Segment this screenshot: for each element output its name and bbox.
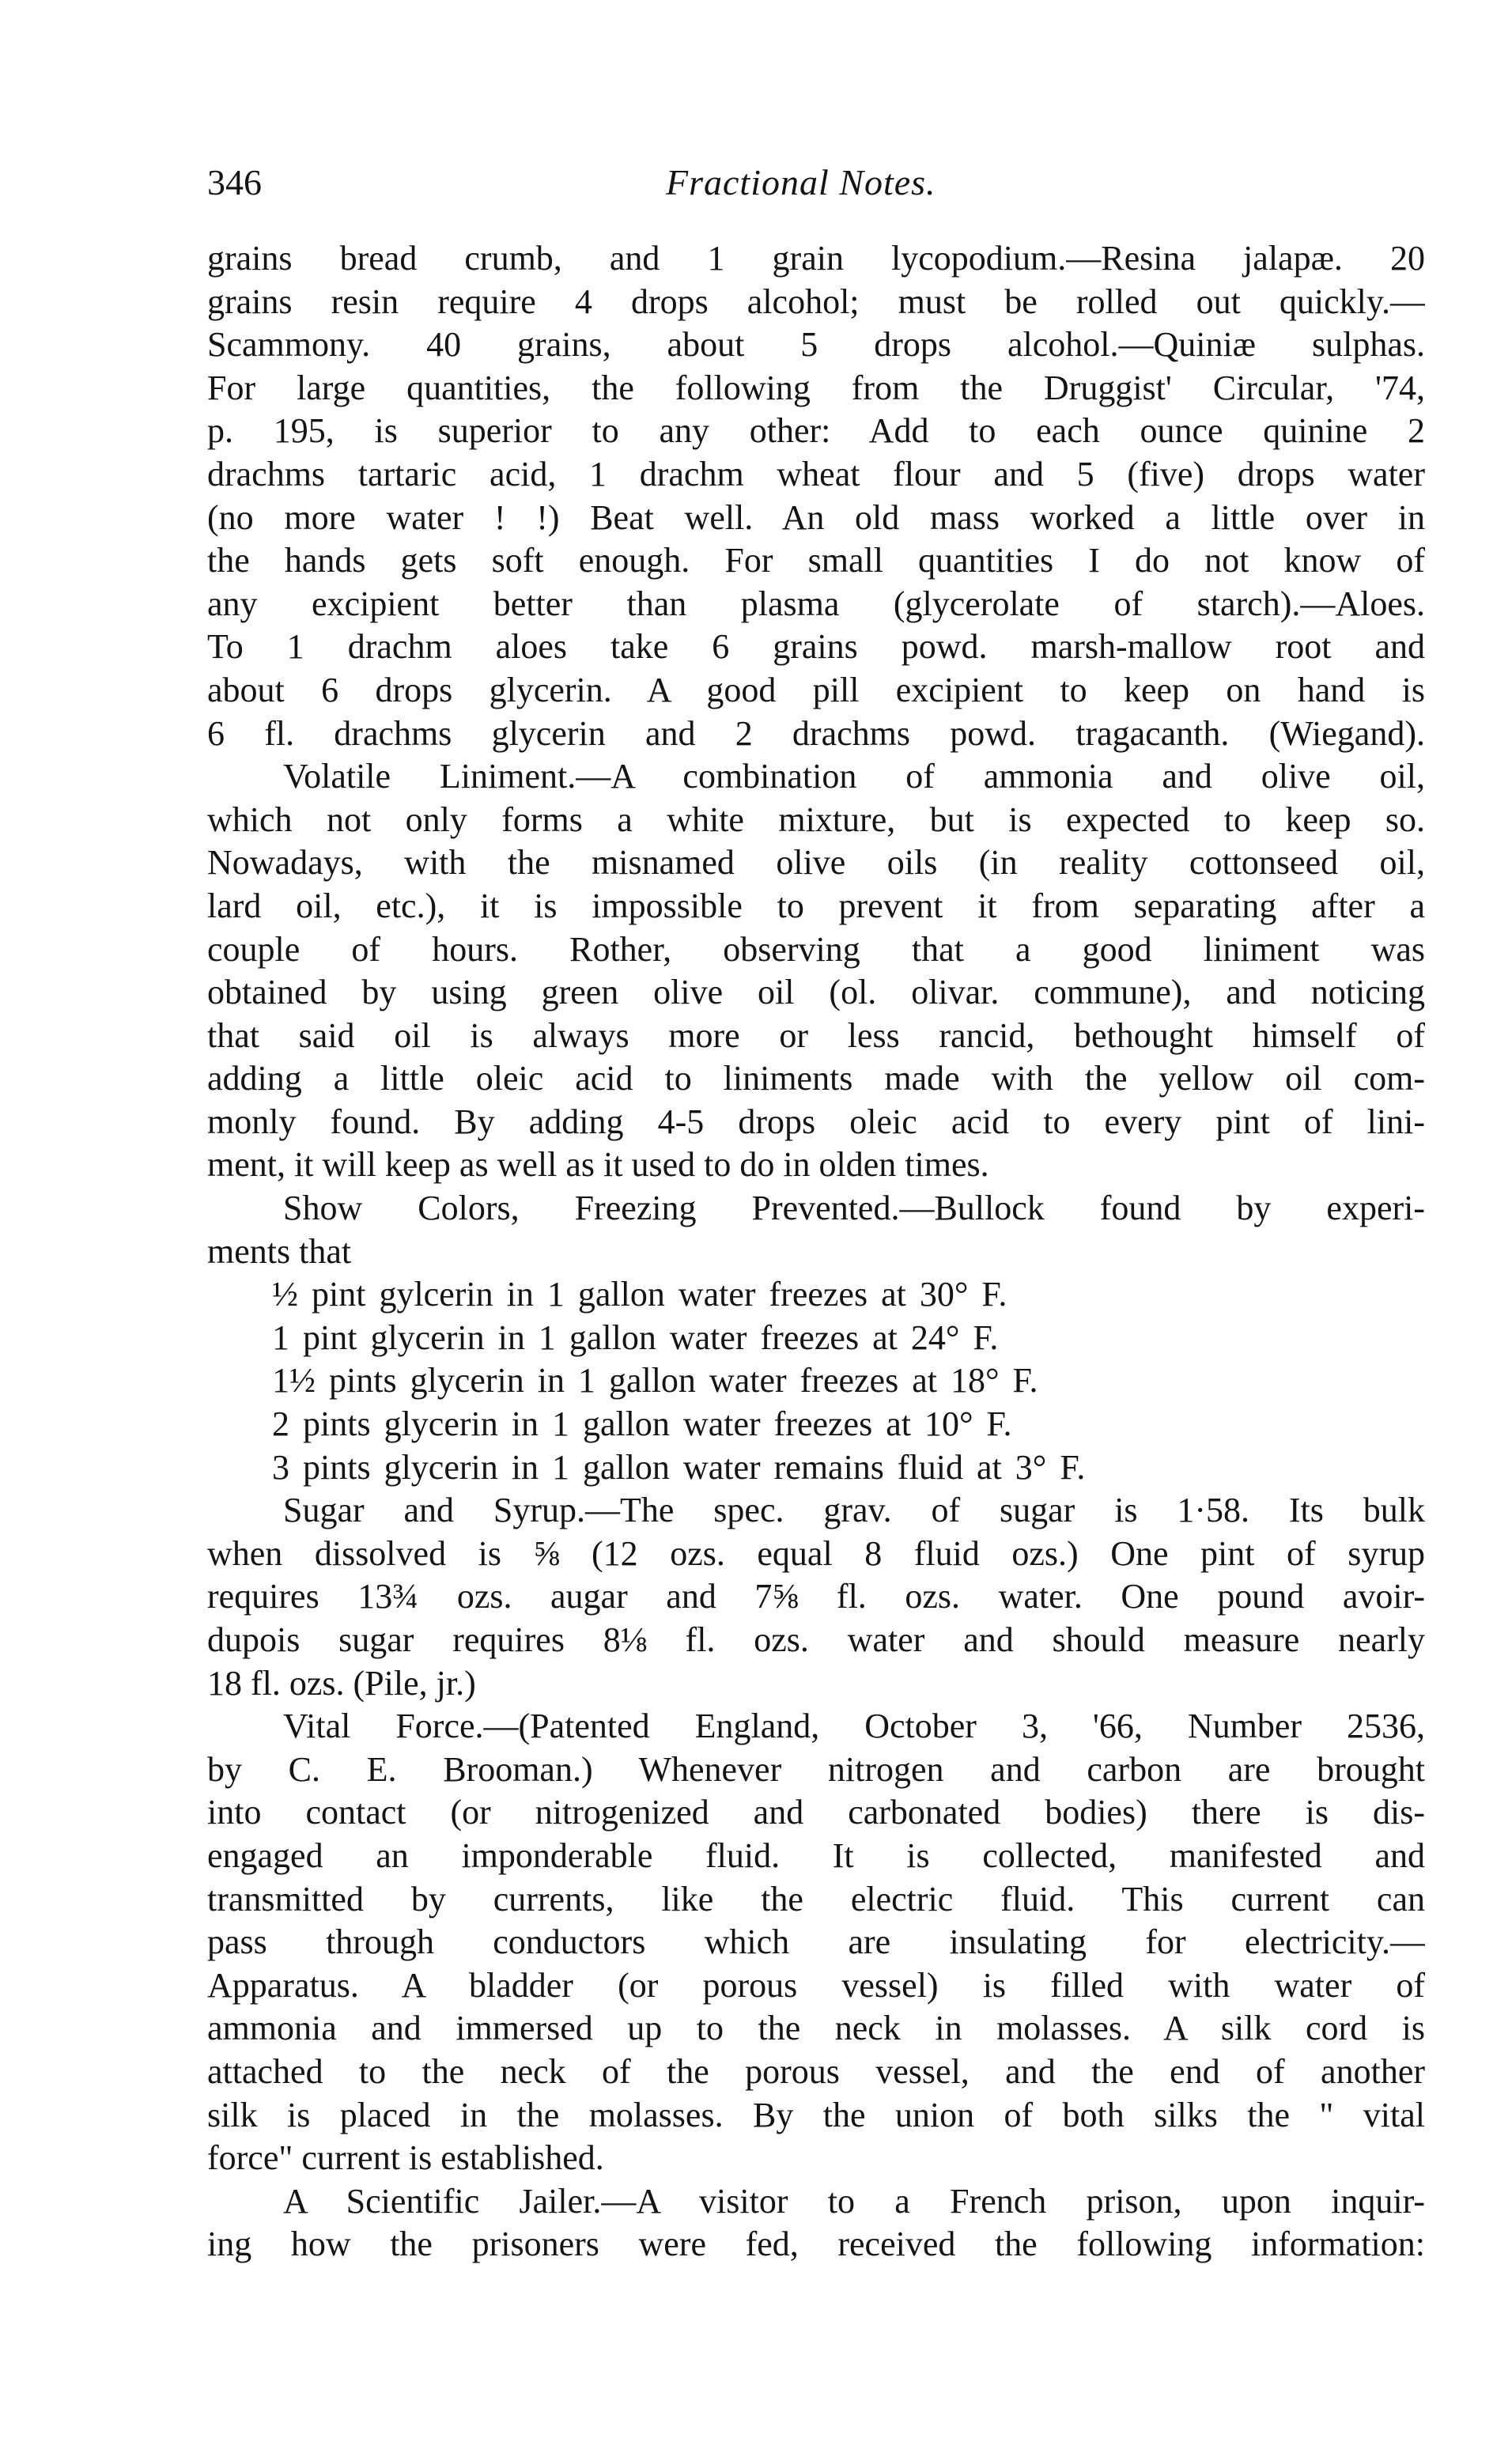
text-line: ment, it will keep as well as it used to do in olden times. (207, 1145, 989, 1185)
page-header (207, 155, 1425, 210)
text-line: grains bread crumb, and 1 grain lycopodium.—Resina jalapæ. 20 (207, 239, 1425, 278)
paragraph-start-line: Show Colors, Freezing Prevented.—Bullock found by experi- (283, 1189, 1425, 1228)
text-line: force" current is established. (207, 2138, 604, 2178)
text-line: adding a little oleic acid to liniments made with the yellow oil com- (207, 1059, 1425, 1098)
text-line: ammonia and immersed up to the neck in molasses. A silk cord is (207, 2009, 1425, 2048)
freezing-table-row: 3 pints glycerin in 1 gallon water remains fluid at 3° F. (272, 1447, 1086, 1487)
text-line: ing how the prisoners were fed, received the following information: (207, 2225, 1425, 2264)
page-number: 346 (207, 162, 262, 202)
paragraph-start-line: Sugar and Syrup.—The spec. grav. of sugar is 1·58. Its bulk (283, 1491, 1425, 1530)
text-line: into contact (or nitrogenized and carbonated bodies) there is dis- (207, 1793, 1425, 1832)
freezing-table-row: 1½ pints glycerin in 1 gallon water freezes at 18° F. (272, 1361, 1038, 1401)
text-line: ments that (207, 1231, 352, 1271)
text-line: 18 fl. ozs. (Pile, jr.) (207, 1663, 476, 1703)
text-line: any excipient better than plasma (glycerolate of starch).—Aloes. (207, 584, 1425, 623)
text-line: monly found. By adding 4-5 drops oleic acid to every pint of lini- (207, 1102, 1425, 1141)
body-text (207, 237, 1425, 2266)
text-line: Nowadays, with the misnamed olive oils (in reality cottonseed oil, (207, 843, 1425, 883)
text-line: pass through conductors which are insulating for electricity.— (207, 1922, 1425, 1962)
text-line: Scammony. 40 grains, about 5 drops alcohol.—Quiniæ sulphas. (207, 325, 1425, 365)
paragraph-start-line: A Scientific Jailer.—A visitor to a French prison, upon inquir- (283, 2181, 1425, 2221)
text-line: To 1 drachm aloes take 6 grains powd. marsh-mallow root and (207, 627, 1425, 667)
running-head: Fractional Notes. (666, 162, 936, 202)
text-line: 6 fl. drachms glycerin and 2 drachms powd. tragacanth. (Wiegand). (207, 713, 1425, 753)
text-line: transmitted by currents, like the electric fluid. This current can (207, 1879, 1425, 1919)
text-line: engaged an imponderable fluid. It is collected, manifested and (207, 1835, 1425, 1875)
text-line: lard oil, etc.), it is impossible to prevent it from separating after a (207, 886, 1425, 925)
text-line: couple of hours. Rother, observing that a good liniment was (207, 929, 1425, 969)
text-line: drachms tartaric acid, 1 drachm wheat flour and 5 (five) drops water (207, 454, 1425, 493)
text-line: grains resin require 4 drops alcohol; must be rolled out quickly.— (207, 282, 1425, 321)
text-line: p. 195, is superior to any other: Add to each ounce quinine 2 (207, 411, 1425, 451)
text-line: attached to the neck of the porous vessel, and the end of another (207, 2051, 1425, 2091)
text-line: obtained by using green olive oil (ol. olivar. commune), and noticing (207, 973, 1425, 1012)
text-line: which not only forms a white mixture, but is expected to keep so. (207, 800, 1425, 839)
text-line: the hands gets soft enough. For small quantities I do not know of (207, 541, 1425, 580)
text-line: by C. E. Brooman.) Whenever nitrogen and carbon are brought (207, 1749, 1425, 1789)
text-line: about 6 drops glycerin. A good pill excipient to keep on hand is (207, 670, 1425, 709)
paragraph-start-line: Vital Force.—(Patented England, October 3, '66, Number 2536, (283, 1707, 1425, 1746)
text-line: For large quantities, the following from the Druggist' Circular, '74, (207, 368, 1425, 407)
text-line: (no more water ! !) Beat well. An old mass worked a little over in (207, 497, 1425, 537)
text-line: dupois sugar requires 8⅛ fl. ozs. water and should measure nearly (207, 1620, 1425, 1659)
text-line: that said oil is always more or less rancid, bethought himself of (207, 1015, 1425, 1055)
freezing-table-row: 1 pint glycerin in 1 gallon water freezes at 24° F. (272, 1317, 999, 1357)
freezing-table-row: ½ pint gylcerin in 1 gallon water freezes at 30° F. (272, 1275, 1007, 1314)
freezing-table-row: 2 pints glycerin in 1 gallon water freezes at 10° F. (272, 1404, 1012, 1444)
text-line: Apparatus. A bladder (or porous vessel) is filled with water of (207, 1965, 1425, 2005)
paragraph-start-line: Volatile Liniment.—A combination of ammonia and olive oil, (283, 757, 1425, 796)
text-line: when dissolved is ⅝ (12 ozs. equal 8 fluid ozs.) One pint of syrup (207, 1533, 1425, 1573)
text-line: silk is placed in the molasses. By the union of both silks the " vital (207, 2095, 1425, 2134)
text-line: requires 13¾ ozs. augar and 7⅝ fl. ozs. water. One pound avoir- (207, 1577, 1425, 1616)
